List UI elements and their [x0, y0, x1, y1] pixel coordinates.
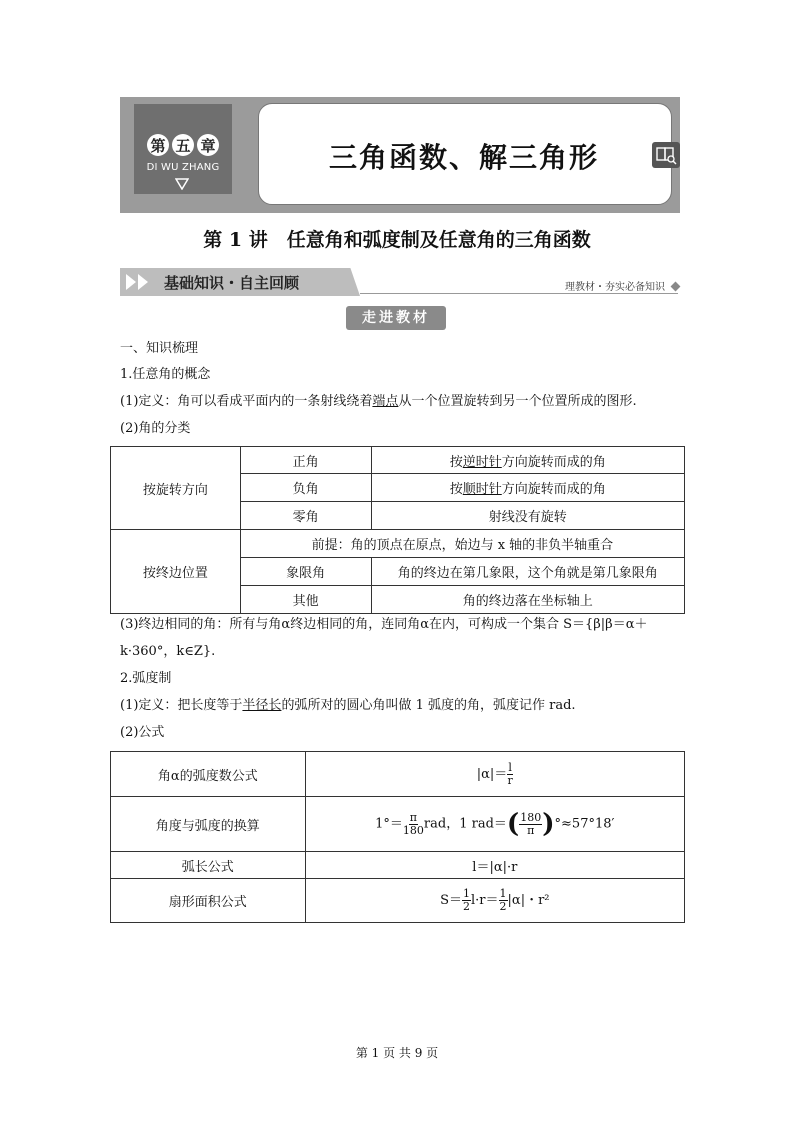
radian-formula-table [110, 751, 685, 923]
book-search-icon[interactable] [652, 142, 680, 168]
item2-definition [120, 697, 680, 715]
frac-den: 180 [402, 823, 424, 837]
negative-pre: 按 [449, 482, 463, 497]
sector-part-c: |α|・r² [507, 893, 550, 908]
formula-label-sector: 扇形面积公式 [111, 879, 306, 923]
chapter-char-1: 第 [147, 134, 169, 156]
frac-num: 180 [520, 810, 542, 824]
fraction-l-over-r [507, 762, 513, 787]
fraction-180-over-pi [519, 812, 542, 837]
chapter-char-2: 五 [172, 134, 194, 156]
formula-sector [305, 879, 684, 923]
item1-classification-title: (2)角的分类 [120, 421, 191, 436]
conv-part-a: 1°＝ [375, 816, 403, 832]
frac-num: l [508, 760, 512, 774]
item1-def-suffix: 从一个位置旋转到另一个位置所成的图形. [398, 394, 637, 409]
lecture-title: 第 1 讲 任意角和弧度制及任意角的三角函数 [203, 229, 591, 251]
chapter-badge-subtitle: DI WU ZHANG [146, 162, 220, 173]
double-arrow-icon [124, 272, 160, 292]
item1-title: 1.任意角的概念 [120, 367, 211, 382]
item1-definition [120, 393, 680, 411]
group-terminal: 按终边位置 [111, 530, 241, 614]
page-footer: 第 1 页 共 9 页 [355, 1046, 439, 1060]
row-positive-desc [371, 447, 684, 474]
row-quadrant-desc: 角的终边在第几象限，这个角就是第几象限角 [371, 558, 684, 586]
frac-den: r [507, 773, 513, 787]
formula-label-conversion: 角度与弧度的换算 [111, 797, 306, 852]
fraction-half [499, 888, 508, 913]
row-quadrant-name: 象限角 [240, 558, 371, 586]
item2-formula-title: (2)公式 [120, 725, 165, 740]
chapter-title: 三角函数、解三角形 [328, 141, 599, 174]
angle-classification-table [110, 446, 685, 614]
diamond-icon [671, 282, 681, 292]
formula-conversion [305, 797, 684, 852]
formula-label-arc: 弧长公式 [111, 852, 306, 879]
section-divider [360, 293, 678, 294]
negative-post: 方向旋转而成的角 [501, 482, 606, 497]
fraction-pi-over-180 [403, 812, 424, 837]
positive-pre: 按 [449, 454, 463, 470]
positive-post: 方向旋转而成的角 [501, 454, 606, 470]
fraction-half [462, 888, 471, 913]
chapter-badge-chars [137, 134, 229, 158]
heading-knowledge: 一、知识梳理 [120, 341, 199, 356]
formula-arc: l＝|α|·r [305, 852, 684, 879]
right-paren: ) [542, 809, 555, 839]
conv-part-c: °≈57°18′ [554, 816, 615, 832]
table-row [111, 447, 685, 474]
row-negative-desc [371, 474, 684, 502]
item1-coterminal-line1: (3)终边相同的角：所有与角α终边相同的角，连同角α在内，可构成一个集合 S＝{β|β＝α＋ [120, 617, 648, 632]
row-other-name: 其他 [240, 586, 371, 614]
chapter-char-3: 章 [197, 134, 219, 156]
sector-part-b: l·r＝ [471, 893, 499, 908]
frac-num: π [409, 810, 418, 824]
section-bar-label: 基础知识・自主回顾 [164, 274, 300, 292]
sector-part-a: S＝ [440, 893, 463, 908]
triangle-icon [175, 178, 189, 190]
item2-def-underlined: 半径长 [242, 698, 282, 713]
row-other-desc: 角的终边落在坐标轴上 [371, 586, 684, 614]
formula-radian [305, 752, 684, 797]
negative-underlined: 顺时针 [462, 482, 502, 497]
item2-title: 2.弧度制 [120, 671, 172, 686]
table-row [111, 752, 685, 797]
table-row [111, 852, 685, 879]
row-zero-desc: 射线没有旋转 [371, 502, 684, 530]
table-row [111, 879, 685, 923]
positive-underlined: 逆时针 [462, 454, 502, 470]
item1-def-underlined: 端点 [372, 394, 399, 409]
frac-num: 1 [463, 887, 471, 900]
formula-label-radian: 角α的弧度数公式 [111, 752, 306, 797]
premise-cell: 前提：角的顶点在原点，始边与 x 轴的非负半轴重合 [240, 530, 684, 558]
section-right-label: 理教材・夯实必备知识 [565, 282, 665, 293]
row-zero-name: 零角 [240, 502, 371, 530]
radian-lhs: |α|＝ [476, 766, 508, 782]
item2-def-prefix: (1)定义：把长度等于 [120, 698, 243, 713]
conv-part-b: rad，1 rad＝ [423, 816, 507, 832]
section-subtitle: 走进教材 [346, 306, 446, 330]
table-row [111, 797, 685, 852]
row-negative-name: 负角 [240, 474, 371, 502]
row-positive-name: 正角 [240, 447, 371, 474]
group-rotation: 按旋转方向 [111, 447, 241, 530]
table-row [111, 530, 685, 558]
frac-den: π [527, 823, 535, 837]
item1-def-prefix: (1)定义：角可以看成平面内的一条射线绕着 [120, 394, 373, 409]
item2-def-suffix: 的弧所对的圆心角叫做 1 弧度的角，弧度记作 rad. [281, 698, 576, 713]
frac-den: 2 [499, 900, 507, 913]
frac-num: 1 [499, 887, 507, 900]
frac-den: 2 [463, 900, 471, 913]
item1-coterminal-line2: k·360°，k∈Z}. [120, 644, 216, 659]
left-paren: ( [506, 809, 520, 839]
